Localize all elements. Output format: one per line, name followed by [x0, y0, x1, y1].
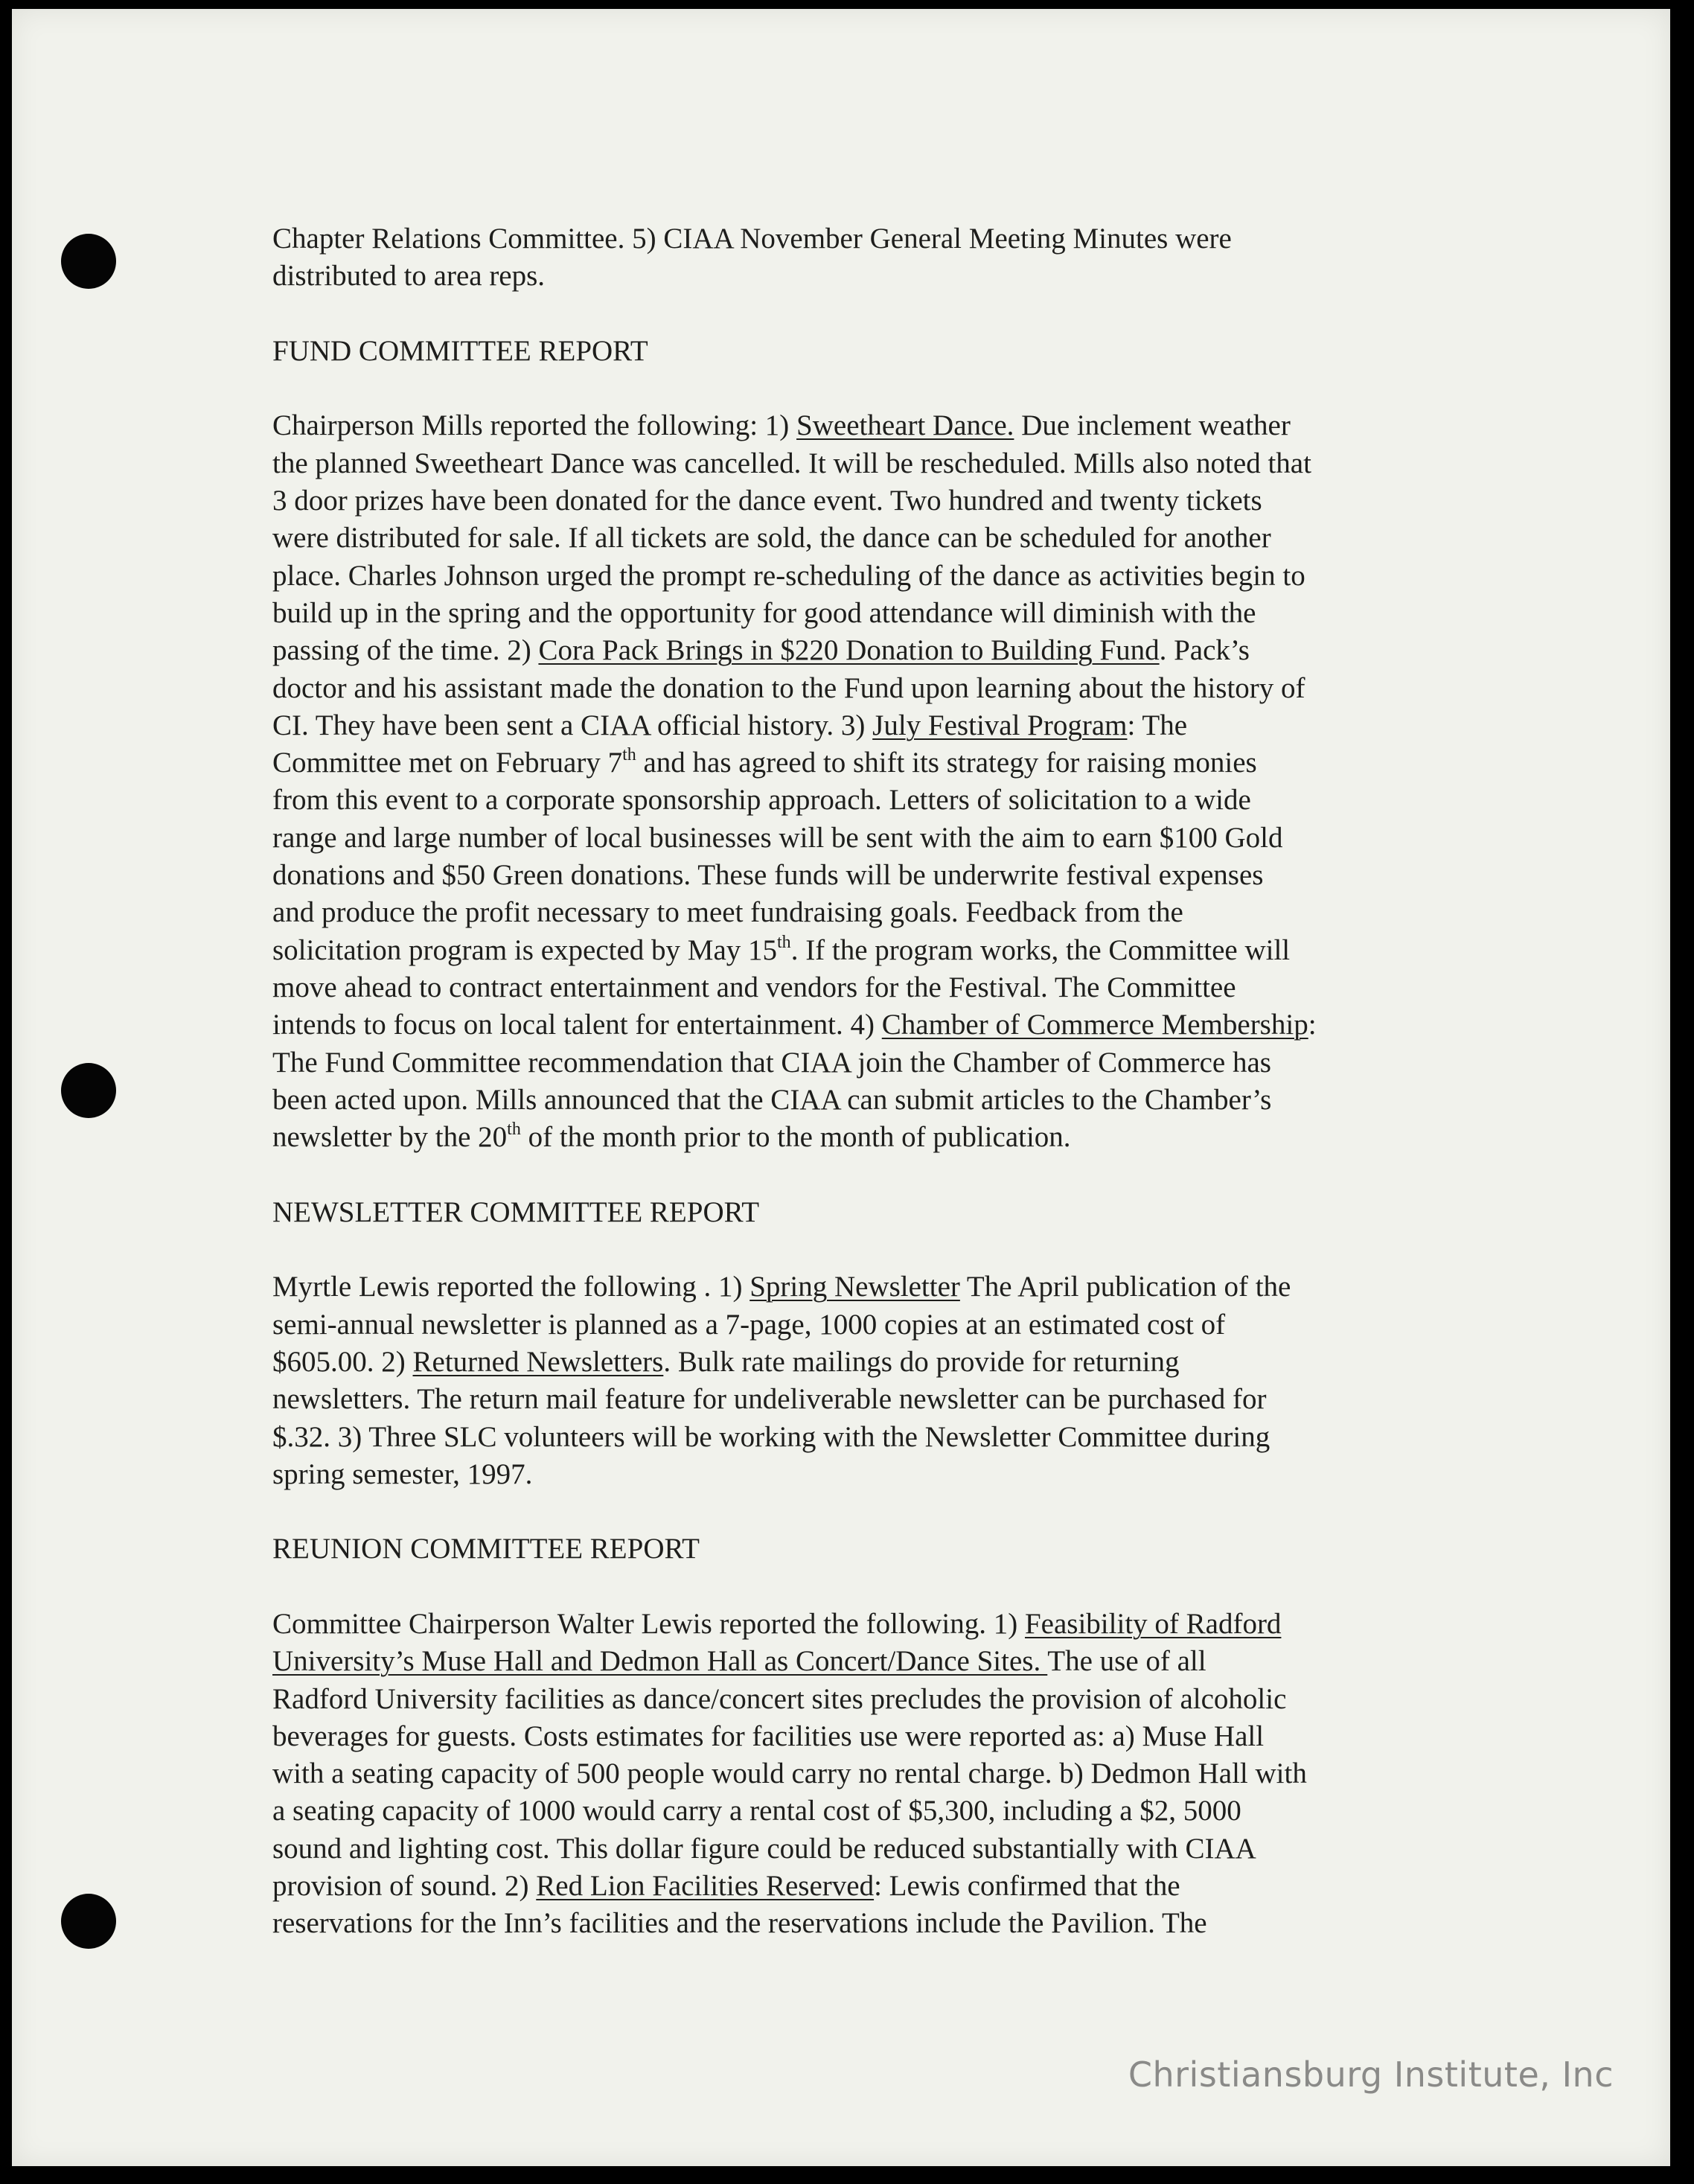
text-line: beverages for guests. Costs estimates for facilities use were reported as: a) Muse Hall	[272, 1720, 1265, 1752]
text-line: build up in the spring and the opportunity for good attendance will diminish with the	[272, 596, 1256, 629]
punch-hole	[61, 1894, 116, 1949]
text-line: been acted upon. Mills announced that the CIAA can submit articles to the Chamber’s	[272, 1083, 1272, 1116]
underlined-topic: Red Lion Facilities Reserved	[536, 1870, 875, 1903]
text-line: Myrtle Lewis reported the following . 1) Spring Newsletter The April publication of the	[272, 1271, 1291, 1303]
text-line: reservations for the Inn’s facilities and the reservations include the Pavilion. The	[272, 1907, 1207, 1940]
text-line: Chairperson Mills reported the following: 1) Sweetheart Dance. Due inclement weather	[272, 409, 1291, 442]
text-line: provision of sound. 2) Red Lion Facilities Reserved: Lewis confirmed that the	[272, 1870, 1180, 1903]
section-heading-newsletter: NEWSLETTER COMMITTEE REPORT	[272, 1195, 760, 1228]
underlined-topic: July Festival Program	[872, 709, 1128, 741]
text-line: were distributed for sale. If all tickets are sold, the dance can be scheduled for another	[272, 522, 1271, 555]
text-line: Committee Chairperson Walter Lewis reported the following. 1) Feasibility of Radford	[272, 1607, 1282, 1640]
text-line: move ahead to contract entertainment and vendors for the Festival. The Committee	[272, 971, 1236, 1003]
text-line: spring semester, 1997.	[272, 1457, 533, 1490]
document-body	[272, 220, 1448, 1943]
text-line: $.32. 3) Three SLC volunteers will be working with the Newsletter Committee during	[272, 1420, 1270, 1453]
text-line: Radford University facilities as dance/concert sites precludes the provision of alcoholic	[272, 1682, 1287, 1715]
text-line: intends to focus on local talent for entertainment. 4) Chamber of Commerce Membership:	[272, 1009, 1317, 1041]
underlined-topic: Sweetheart Dance.	[796, 409, 1014, 442]
text-line: Chapter Relations Committee. 5) CIAA November General Meeting Minutes were	[272, 223, 1232, 255]
underlined-topic: University’s Muse Hall and Dedmon Hall as Concert/Dance Sites.	[272, 1645, 1048, 1678]
text-line: newsletter by the 20th of the month prior to the month of publication.	[272, 1120, 1071, 1154]
text-line: distributed to area reps.	[272, 260, 546, 293]
text-line: 3 door prizes have been donated for the dance event. Two hundred and twenty tickets	[272, 485, 1262, 517]
text-line: semi-annual newsletter is planned as a 7-page, 1000 copies at an estimated cost of	[272, 1308, 1226, 1341]
text-line: donations and $50 Green donations. These funds will be underwrite festival expenses	[272, 859, 1264, 892]
underlined-topic: Spring Newsletter	[749, 1271, 960, 1303]
text-line: range and large number of local businesses will be sent with the aim to earn $100 Gold	[272, 821, 1283, 854]
punch-hole	[61, 1063, 116, 1118]
watermark: Christiansburg Institute, Inc	[1128, 2054, 1614, 2095]
text-line: CI. They have been sent a CIAA official history. 3) July Festival Program: The	[272, 709, 1188, 741]
text-line: and produce the profit necessary to meet fundraising goals. Feedback from the	[272, 896, 1183, 929]
text-line: sound and lighting cost. This dollar figure could be reduced substantially with CIAA	[272, 1832, 1256, 1865]
text-line: The Fund Committee recommendation that CIAA join the Chamber of Commerce has	[272, 1046, 1271, 1079]
underlined-topic: Cora Pack Brings in $220 Donation to Building Fund	[538, 634, 1160, 667]
punch-hole	[61, 234, 116, 289]
text-line: with a seating capacity of 500 people would carry no rental charge. b) Dedmon Hall with	[272, 1757, 1307, 1790]
section-heading-fund: FUND COMMITTEE REPORT	[272, 334, 648, 367]
text-line: newsletters. The return mail feature for undeliverable newsletter can be purchased for	[272, 1383, 1267, 1416]
text-line: passing of the time. 2) Cora Pack Brings in $220 Donation to Building Fund. Pack’s	[272, 634, 1250, 667]
text-line: place. Charles Johnson urged the prompt re-scheduling of the dance as activities begin to	[272, 559, 1305, 592]
text-line: doctor and his assistant made the donation to the Fund upon learning about the history of	[272, 671, 1305, 704]
underlined-topic: Chamber of Commerce Membership	[881, 1009, 1308, 1041]
text-line: Committee met on February 7th and has agreed to shift its strategy for raising monies	[272, 745, 1257, 779]
text-line: University’s Muse Hall and Dedmon Hall as Concert/Dance Sites. The use of all	[272, 1645, 1206, 1678]
underlined-topic: Returned Newsletters	[412, 1345, 664, 1378]
section-heading-reunion: REUNION COMMITTEE REPORT	[272, 1533, 700, 1565]
text-line: from this event to a corporate sponsorship approach. Letters of solicitation to a wide	[272, 784, 1251, 817]
underlined-topic: Feasibility of Radford	[1024, 1607, 1282, 1640]
text-line: a seating capacity of 1000 would carry a rental cost of $5,300, including a $2, 5000	[272, 1795, 1241, 1827]
text-line: $605.00. 2) Returned Newsletters. Bulk rate mailings do provide for returning	[272, 1345, 1180, 1378]
text-line: solicitation program is expected by May 15th. If the program works, the Committee will	[272, 932, 1291, 966]
text-line: the planned Sweetheart Dance was cancelled. It will be rescheduled. Mills also noted that	[272, 447, 1311, 479]
